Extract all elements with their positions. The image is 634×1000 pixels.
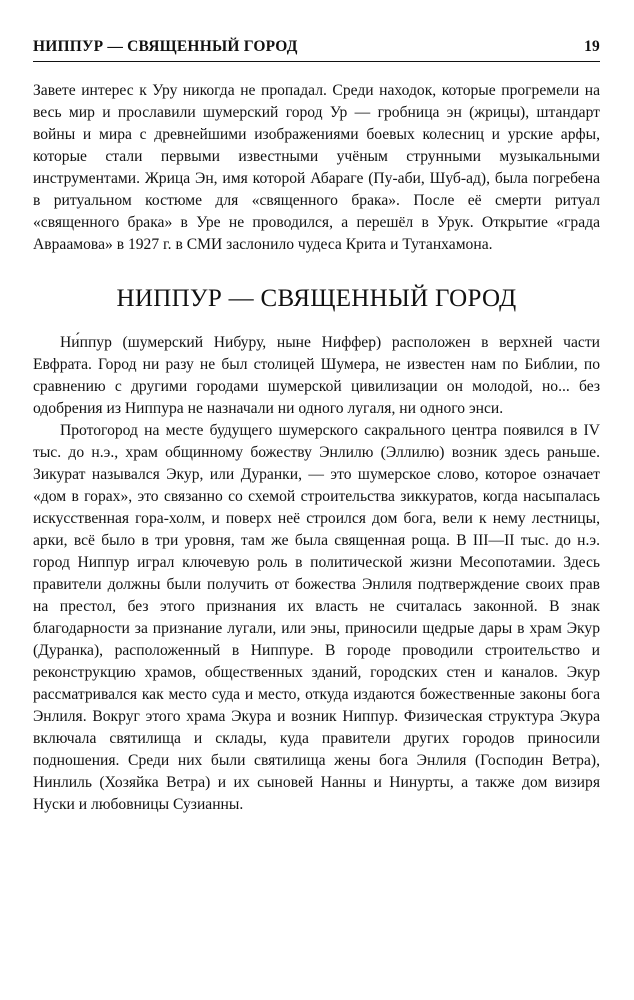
book-page xyxy=(33,38,600,816)
page-number: 19 xyxy=(584,38,600,55)
paragraph: Протогород на месте будущего шумерского сакрального центра появился в IV тыс. до н.э., храм общинному божеству Энлилю (Эллилю) возник здесь раньше. Зикурат назывался Экур, или Дуранки, — это шумерское слово, которое означает «дом в горах», это связанно со схемой строительства зиккуратов, когда насыпалась искусственная гора-холм, и поверх неё строился дом бога, вели к нему лестницы, арки, всё было в три уровня, там же была священная роща. В III—II тыс. до н.э. город Ниппур играл ключевую роль в политической жизни Месопотамии. Здесь правители должны были получить от божества Энлиля подтверждение своих прав на престол, без этого признания их власть не считалась законной. В знак благодарности за признание лугали, или эны, приносили щедрые дары в храм Экур (Дуранка), расположенный в Ниппуре. В городе проводили строительство и реконструкцию храмов, общественных зданий, городских стен и каналов. Экур рассматривался как место суда и место, откуда издаются божественные законы бога Энлиля. Вокруг этого храма Экура и возник Ниппур. Физическая структура Экура включала святилища и склады, куда правители других городов приносили подношения. Среди них были святилища жены бога Энлиля (Господин Ветра), Нинлиль (Хозяйка Ветра) и их сыновей Нанны и Нинурты, а также дом визиря Нуски и любовницы Сузианны. xyxy=(33,422,600,813)
page-body xyxy=(33,80,600,816)
paragraph-continued: Завете интерес к Уру никогда не пропадал. Среди находок, которые прогремели на весь мир и прославили шумерский город Ур — гробница эн (жрицы), штандарт войны и мира с древнейшими изображениями боевых колесниц и урские арфы, которые стали первыми известными учёным струнными музыкальными инструментами. Жрица Эн, имя которой Абараге (Пу-аби, Шуб-ад), была погребена в ритуальном костюме для «священного брака». После её смерти ритуал «священного брака» в Уре не проводился, а перешёл в Урук. Открытие «града Авраамова» в 1927 г. в СМИ заслонило чудеса Крита и Тутанхамона. xyxy=(33,82,600,253)
running-head-title: НИППУР — СВЯЩЕННЫЙ ГОРОД xyxy=(33,38,298,55)
paragraph: Ни́ппур (шумерский Нибуру, ныне Ниффер) расположен в верхней части Евфрата. Город ни разу не был столицей Шумера, не известен нам по Библии, по сравнению с другими городами шумерской цивилизации он молодой, но... без одобрения из Ниппура не назначали ни одного лугаля, ни одного энси. xyxy=(33,334,600,417)
running-head xyxy=(33,38,600,62)
section-heading: НИППУР — СВЯЩЕННЫЙ ГОРОД xyxy=(116,285,517,312)
